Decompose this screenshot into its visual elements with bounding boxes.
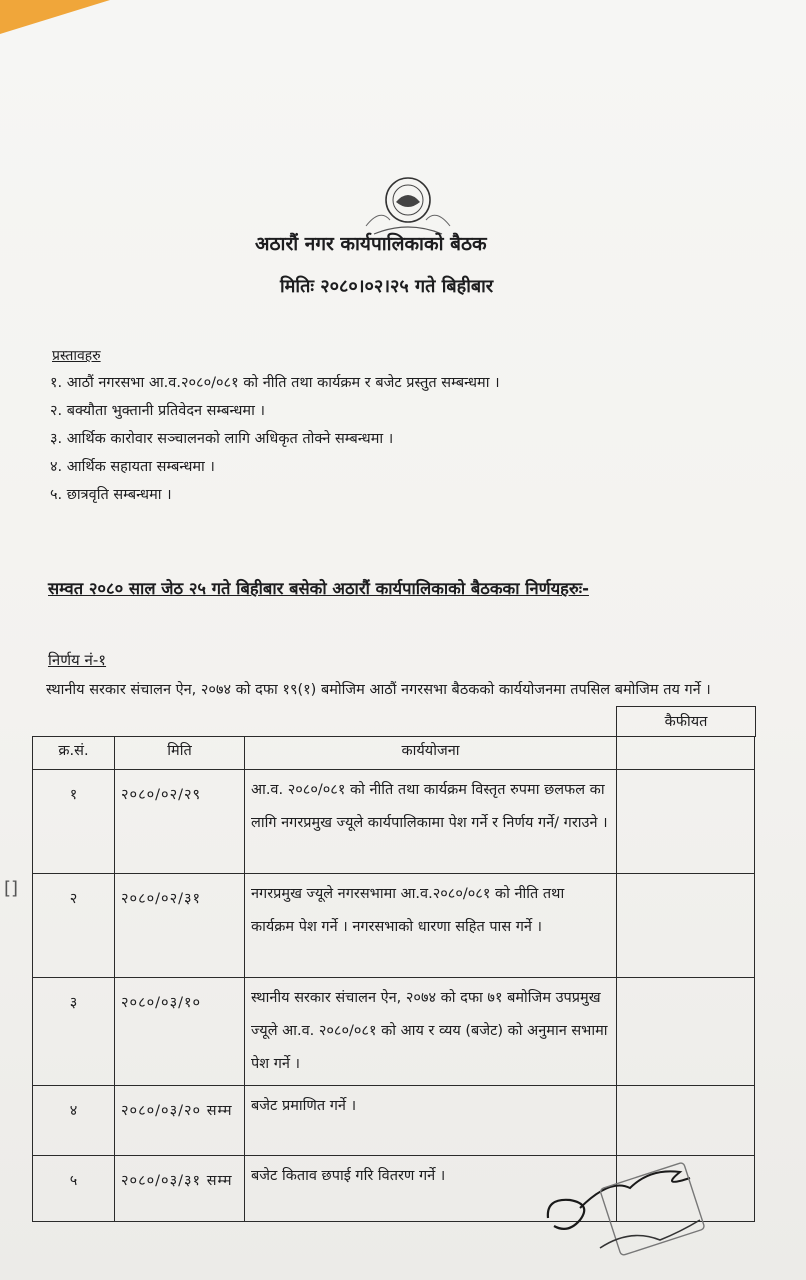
corner-tab bbox=[0, 0, 110, 34]
meeting-date: मितिः २०८०।०२।२५ गते बिहीबार bbox=[280, 276, 494, 297]
table-header-row bbox=[33, 737, 755, 770]
decisions-heading: सम्वत २०८० साल जेठ २५ गते बिहीबार बसेको अठारौं कार्यपालिकाको बैठकका निर्णयहरुः- bbox=[48, 579, 589, 598]
date-header: मिति bbox=[115, 737, 245, 770]
table-row: ३ २०८०/०३/१० स्थानीय सरकार संचालन ऐन, २०७४ को दफा ७१ बमोजिम उपप्रमुख ज्यूले आ.व. २०८०/०८१ को आय र व्यय (बजेट) को अनुमान सभामा पेश गर्ने । bbox=[33, 978, 755, 1086]
table-row: ४ २०८०/०३/२० सम्म बजेट प्रमाणित गर्ने । bbox=[33, 1086, 755, 1156]
table-row: १ २०८०/०२/२९ आ.व. २०८०/०८१ को नीति तथा कार्यक्रम विस्तृत रुपमा छलफल का लागि नगरप्रमुख ज्यूले कार्यपालिकामा पेश गर्ने र निर्णय गर्ने/ गराउने । bbox=[33, 770, 755, 874]
mayor-signature-stamp bbox=[540, 1148, 710, 1268]
meeting-title: अठारौं नगर कार्यपालिकाको बैठक bbox=[255, 233, 487, 255]
remarks-column-header: कैफीयत bbox=[616, 706, 756, 737]
remarks-header-cell bbox=[617, 737, 755, 770]
proposal-item: ५. छात्रवृति सम्बन्धमा । bbox=[50, 487, 172, 503]
table-row: २ २०८०/०२/३१ नगरप्रमुख ज्यूले नगरसभामा आ.व.२०८०/०८१ को नीति तथा कार्यक्रम पेश गर्ने । नगरसभाको धारणा सहित पास गर्ने । bbox=[33, 874, 755, 978]
proposal-item: २. बक्यौता भुक्तानी प्रतिवेदन सम्बन्धमा । bbox=[50, 403, 265, 419]
proposal-item: ४. आर्थिक सहायता सम्बन्धमा । bbox=[50, 459, 215, 475]
action-header: कार्ययोजना bbox=[245, 737, 617, 770]
decision-number: निर्णय नं-१ bbox=[48, 651, 107, 669]
margin-mark: [] bbox=[4, 878, 19, 899]
table-row: ५ २०८०/०३/३१ सम्म बजेट किताव छपाई गरि वितरण गर्ने । bbox=[33, 1156, 755, 1222]
serial-header: क्र.सं. bbox=[33, 737, 115, 770]
proposals-heading: प्रस्तावहरु bbox=[52, 348, 101, 364]
decision-text: स्थानीय सरकार संचालन ऐन, २०७४ को दफा १९(१) बमोजिम आठौं नगरसभा बैठकको कार्ययोजनमा तपसिल बमोजिम तय गर्ने । bbox=[46, 682, 711, 698]
proposal-item: १. आठौं नगरसभा आ.व.२०८०/०८१ को नीति तथा कार्यक्रम र बजेट प्रस्तुत सम्बन्धमा । bbox=[50, 375, 500, 391]
proposal-item: ३. आर्थिक कारोवार सञ्चालनको लागि अधिकृत तोक्ने सम्बन्धमा । bbox=[50, 431, 394, 447]
